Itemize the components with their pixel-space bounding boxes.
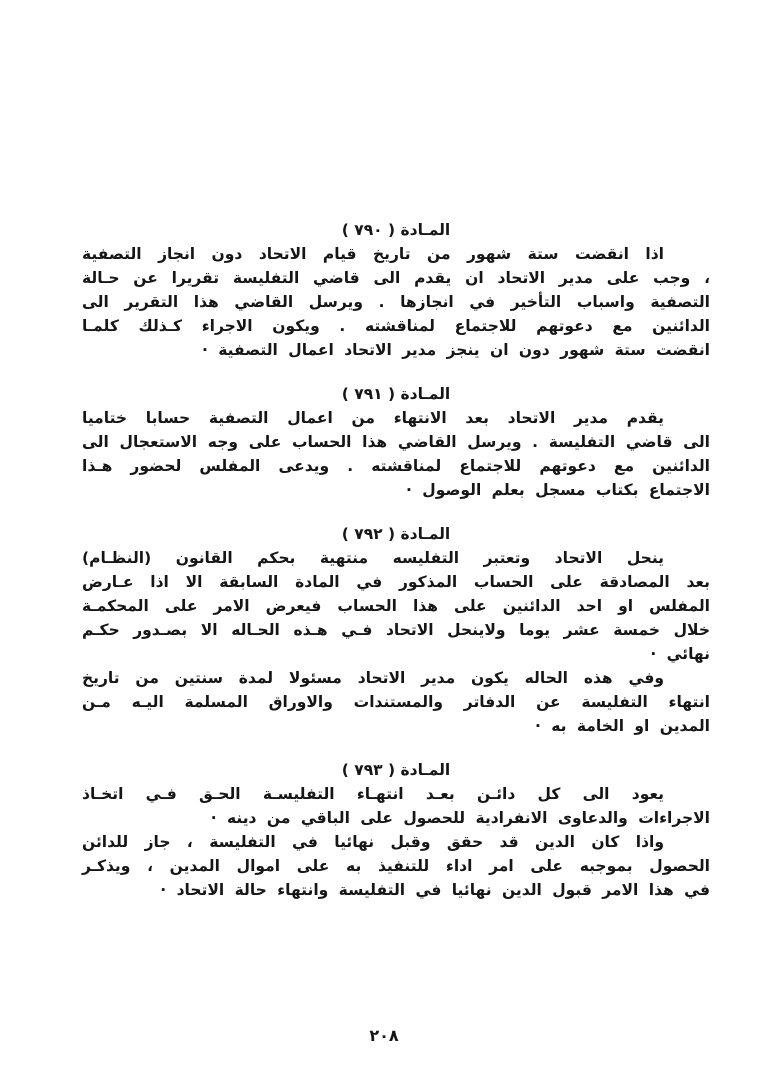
text-line: نهائي · [650, 645, 710, 663]
text-line: يقدم مدير الاتحاد بعد الانتهاء من اعمال التصفية حسابا ختاميا [82, 409, 664, 427]
text-line: المفلس او احد الدائنين على هذا الحساب فيعرض الامر على المحكمـة [82, 597, 710, 615]
article-791 [82, 382, 710, 502]
article-790-title: المـادة ( ٧٩٠ ) [341, 221, 451, 239]
article-793 [82, 758, 710, 902]
text-line: الدائنين مع دعوتهم للاجتماع لمناقشته . ويدعى المفلس لحضور هـذا [82, 457, 710, 475]
text-line: الى قاضي التفليسة . ويرسل القاضي هذا الحساب على وجه الاستعجال الى [82, 433, 710, 451]
article-790 [82, 218, 710, 362]
text-line: انتهاء التفليسة عن الدفاتر والمستندات والاوراق المسلمة اليـه مـن [82, 693, 710, 711]
text-line: يعود الى كل دائـن بعـد انتهـاء التفليسـة الحـق فـي اتخـاذ [82, 785, 664, 803]
article-792-paragraph-2 [82, 666, 710, 738]
text-line: المدين او الخامة به · [534, 717, 710, 735]
text-line: ينحل الاتحاد وتعتبر التفليسه منتهية بحكم القانون (النظـام) [82, 549, 664, 567]
article-792 [82, 522, 710, 738]
text-line: وفي هذه الحاله يكون مدير الاتحاد مسئولا لمدة سنتين من تاريخ [82, 669, 664, 687]
text-block [82, 218, 710, 902]
text-line: اذا انقضت ستة شهور من تاريخ قيام الاتحاد دون انجاز التصفية [82, 245, 664, 263]
article-790-paragraph [82, 242, 710, 362]
article-791-title: المـادة ( ٧٩١ ) [341, 385, 451, 403]
text-line: واذا كان الدين قد حقق وقبل نهائيا في التفليسة ، جاز للدائن [82, 833, 664, 851]
text-line: التصفية واسباب التأخير في انجازها . ويرسل القاضي هذا التقرير الى [82, 293, 710, 311]
text-line: الاجراءات والدعاوى الانفرادية للحصول على الباقي من دينه · [210, 809, 710, 827]
text-line: الاجتماع بكتاب مسجل بعلم الوصول · [406, 481, 710, 499]
article-792-paragraph-1 [82, 546, 710, 666]
text-line: في هذا الامر قبول الدين نهائيا في التفليسة وانتهاء حالة الاتحاد · [160, 881, 710, 899]
text-line: ، وجب على مدير الاتحاد ان يقدم الى قاضي التفليسة تقريرا عن حـالة [82, 269, 710, 287]
article-792-title: المـادة ( ٧٩٢ ) [341, 525, 451, 543]
text-line: الحصول بموجبه على امر اداء للتنفيذ به على اموال المدين ، ويذكـر [82, 857, 710, 875]
text-line: خلال خمسة عشر يوما ولاينحل الاتحاد فـي هـذه الحـاله الا بصـدور حكـم [82, 621, 710, 639]
text-line: انقضت ستة شهور دون ان ينجز مدير الاتحاد اعمال التصفية · [201, 341, 710, 359]
article-793-paragraph-1 [82, 782, 710, 830]
article-791-paragraph [82, 406, 710, 502]
text-line: الدائنين مع دعوتهم للاجتماع لمناقشته . ويكون الاجراء كـذلك كلمـا [82, 317, 710, 335]
text-line: بعد المصادقة على الحساب المذكور في المادة السابقة الا اذا عـارض [82, 573, 710, 591]
article-793-title: المـادة ( ٧٩٣ ) [341, 761, 451, 779]
page-number: ٢٠٨ [369, 1026, 399, 1045]
article-793-paragraph-2 [82, 830, 710, 902]
